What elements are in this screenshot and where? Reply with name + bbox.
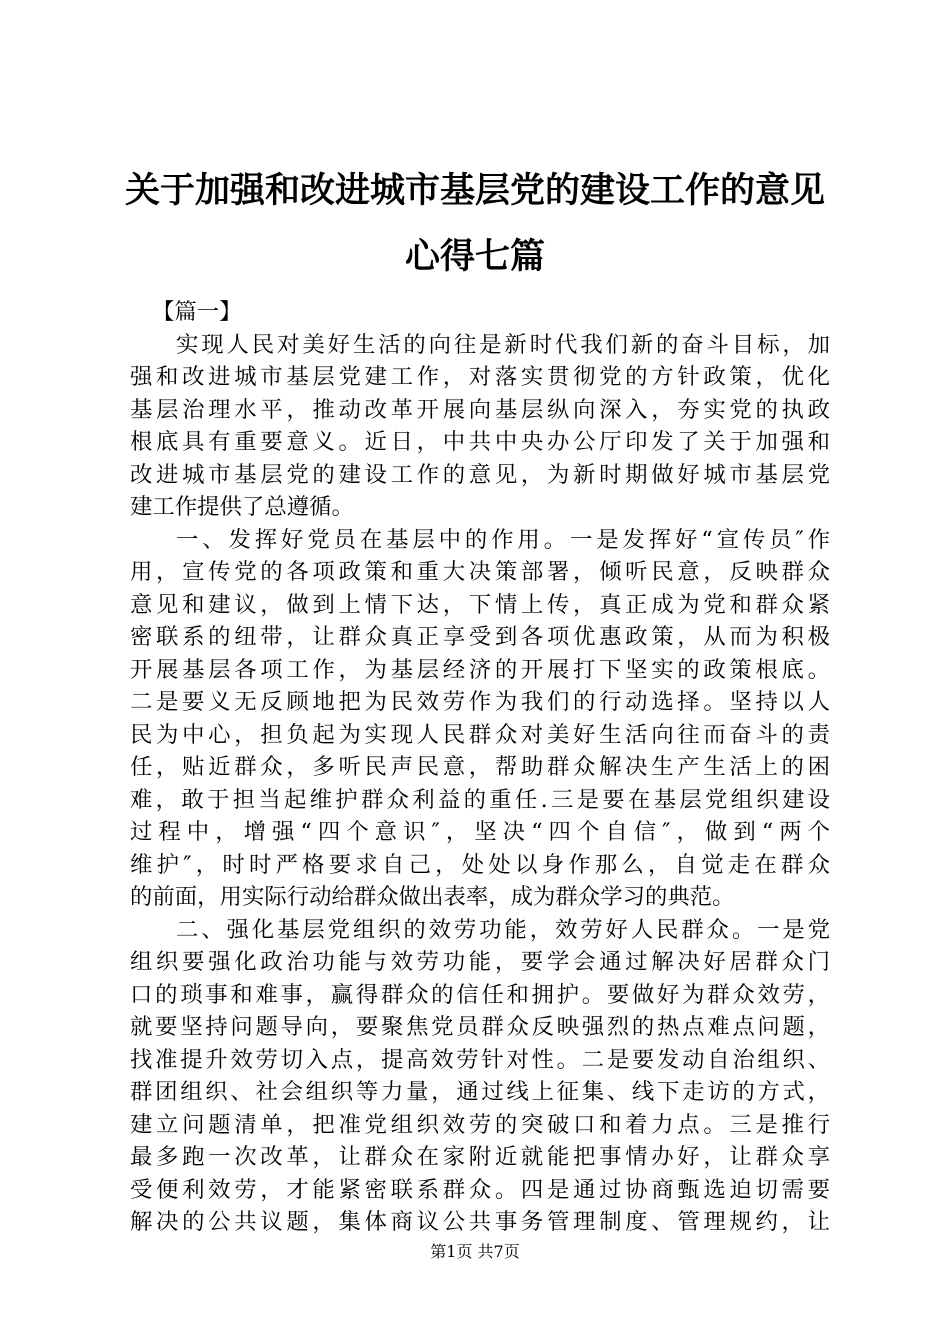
paragraph-line: 就要坚持问题导向，要聚焦党员群众反映强烈的热点难点问题， bbox=[130, 1014, 830, 1040]
paragraph-line: 任，贴近群众，多听民声民意，帮助群众解决生产生活上的困 bbox=[130, 754, 830, 780]
paragraph-line: 二、强化基层党组织的效劳功能，效劳好人民群众。一是党 bbox=[176, 916, 830, 943]
paragraph-line: 二是要义无反顾地把为民效劳作为我们的行动选择。坚持以人 bbox=[130, 689, 830, 715]
section-heading: 【篇一】 bbox=[152, 299, 242, 325]
paragraph-line: 解决的公共议题，集体商议公共事务管理制度、管理规约，让 bbox=[130, 1209, 830, 1235]
paragraph-line: 建工作提供了总遵循。 bbox=[130, 494, 354, 520]
paragraph-line: 意见和建议，做到上情下达，下情上传，真正成为党和群众紧 bbox=[130, 591, 830, 618]
paragraph-line: 过程中，增强“四个意识″，坚决“四个自信″，做到“两个 bbox=[130, 819, 830, 845]
paragraph-line: 难，敢于担当起维护群众利益的重任.三是要在基层党组织建设 bbox=[130, 786, 830, 813]
paragraph-line: 实现人民对美好生活的向往是新时代我们新的奋斗目标，加 bbox=[176, 331, 830, 358]
paragraph-line: 用，宣传党的各项政策和重大决策部署，倾听民意，反映群众 bbox=[130, 559, 830, 585]
paragraph-line: 改进城市基层党的建设工作的意见，为新时期做好城市基层党 bbox=[130, 461, 830, 488]
paragraph-line: 口的琐事和难事，赢得群众的信任和拥护。要做好为群众效劳， bbox=[130, 981, 830, 1008]
document-body bbox=[130, 296, 830, 1239]
paragraph-line: 的前面，用实际行动给群众做出表率，成为群众学习的典范。 bbox=[130, 884, 735, 910]
paragraph-line: 密联系的纽带，让群众真正享受到各项优惠政策，从而为积极 bbox=[130, 624, 830, 650]
paragraph-line: 基层治理水平，推动改革开展向基层纵向深入，夯实党的执政 bbox=[130, 396, 830, 423]
paragraph-line: 一、发挥好党员在基层中的作用。一是发挥好“宣传员″作 bbox=[176, 526, 830, 553]
paragraph-line: 最多跑一次改革，让群众在家附近就能把事情办好，让群众享 bbox=[130, 1144, 830, 1170]
paragraph-line: 开展基层各项工作，为基层经济的开展打下坚实的政策根底。 bbox=[130, 656, 830, 683]
page-footer bbox=[0, 1240, 950, 1264]
paragraph-line: 维护″，时时严格要求自己，处处以身作那么，自觉走在群众 bbox=[130, 851, 830, 878]
paragraph-line: 建立问题清单，把准党组织效劳的突破口和着力点。三是推行 bbox=[130, 1111, 830, 1138]
paragraph-line: 民为中心，担负起为实现人民群众对美好生活向往而奋斗的责 bbox=[130, 721, 830, 748]
paragraph-line: 强和改进城市基层党建工作，对落实贯彻党的方针政策，优化 bbox=[130, 364, 830, 390]
paragraph-line: 找准提升效劳切入点，提高效劳针对性。二是要发动自治组织、 bbox=[130, 1046, 830, 1073]
title-line: 关于加强和改进城市基层党的建设工作的意见 bbox=[124, 170, 825, 211]
page-number: 第1页 共7页 bbox=[430, 1242, 520, 1261]
paragraph-line: 组织要强化政治功能与效劳功能，要学会通过解决好居群众门 bbox=[130, 949, 830, 975]
title-line: 心得七篇 bbox=[404, 236, 545, 277]
document-title bbox=[100, 158, 850, 290]
paragraph-line: 群团组织、社会组织等力量，通过线上征集、线下走访的方式， bbox=[130, 1079, 830, 1105]
paragraph-line: 根底具有重要意义。近日，中共中央办公厅印发了关于加强和 bbox=[130, 429, 830, 455]
paragraph-line: 受便利效劳，才能紧密联系群众。四是通过协商甄选迫切需要 bbox=[130, 1176, 830, 1203]
